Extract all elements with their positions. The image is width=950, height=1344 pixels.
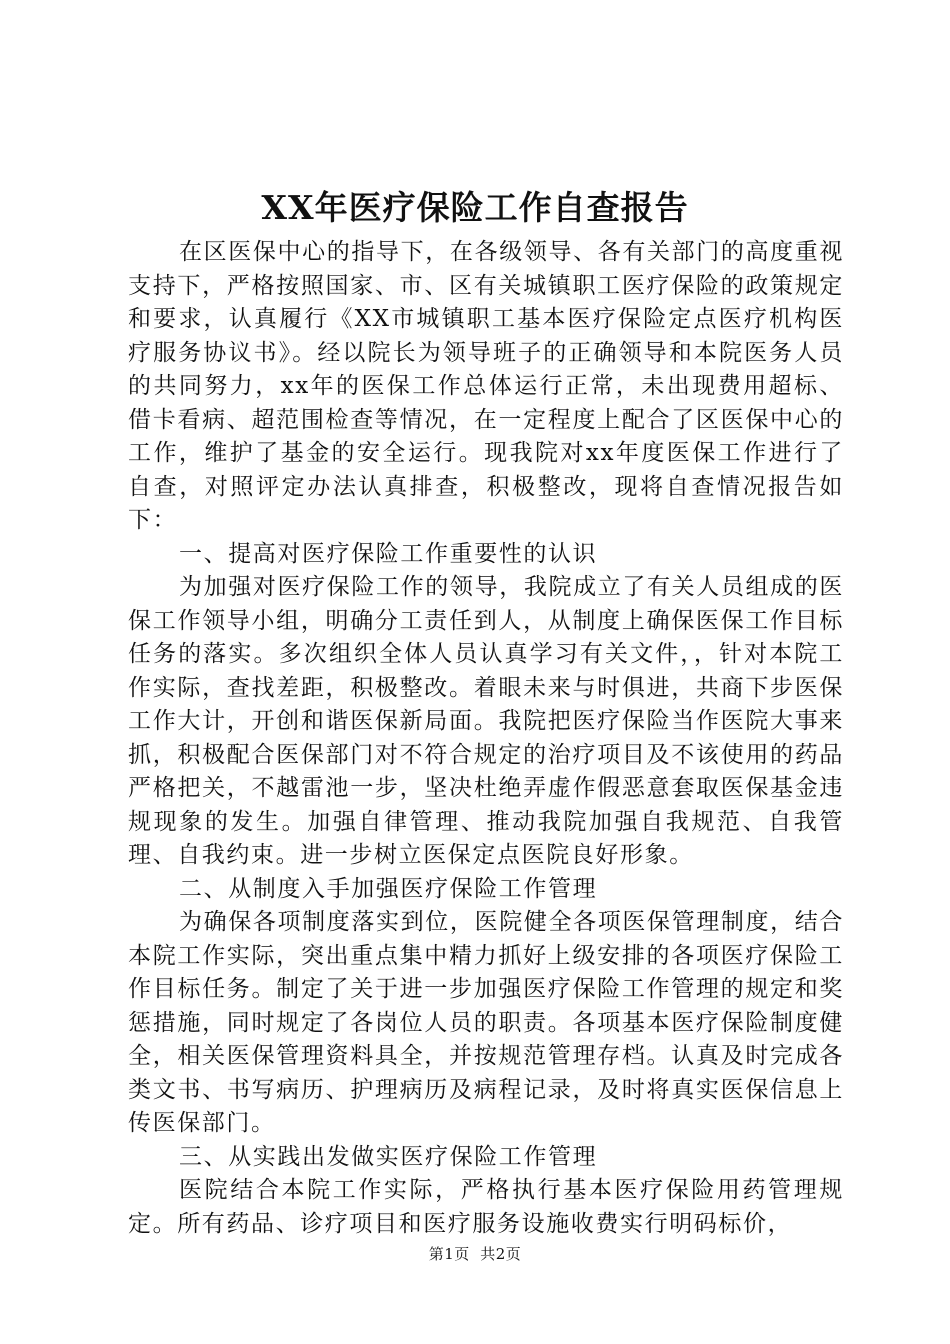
section-heading-3: 三、从实践出发做实医疗保险工作管理 — [179, 1143, 598, 1170]
paragraph-section-3: 医院结合本院工作实际，严格执行基本医疗保险用药管理规定。所有药品、诊疗项目和医疗服务设施收费实行明码标价， — [128, 1177, 844, 1237]
page-footer: 第1页 共2页 — [428, 1245, 522, 1263]
paragraph-section-1: 为加强对医疗保险工作的领导，我院成立了有关人员组成的医保工作领导小组，明确分工责任到人，从制度上确保医保工作目标任务的落实。多次组织全体人员认真学习有关文件，，针对本院工作实际，查找差距，积极整改。着眼未来与时俱进，共商下步医保工作大计，开创和谐医保新局面。我院把医疗保险当作医院大事来抓，积极配合医保部门对不符合规定的治疗项目及不该使用的药品严格把关，不越雷池一步，坚决杜绝弄虚作假恶意套取医保基金违规现象的发生。加强自律管理、推动我院加强自我规范、自我管理、自我约束。进一步树立医保定点医院良好形象。 — [128, 574, 844, 868]
paragraph-intro: 在区医保中心的指导下，在各级领导、各有关部门的高度重视支持下，严格按照国家、市、区有关城镇职工医疗保险的政策规定和要求，认真履行《XX市城镇职工基本医疗保险定点医疗机构医疗服务协议书》。经以院长为领导班子的正确领导和本院医务人员的共同努力，xx年的医保工作总体运行正常，未出现费用超标、借卡看病、超范围检查等情况，在一定程度上配合了区医保中心的工作，维护了基金的安全运行。现我院对xx年度医保工作进行了自查，对照评定办法认真排查，积极整改，现将自查情况报告如下： — [128, 239, 844, 533]
document-title: XX年医疗保险工作自查报告 — [261, 188, 689, 227]
section-heading-2: 二、从制度入手加强医疗保险工作管理 — [179, 875, 598, 902]
section-heading-1: 一、提高对医疗保险工作重要性的认识 — [179, 540, 598, 567]
document-body — [128, 236, 844, 1241]
paragraph-section-2: 为确保各项制度落实到位，医院健全各项医保管理制度，结合本院工作实际，突出重点集中精力抓好上级安排的各项医疗保险工作目标任务。制定了关于进一步加强医疗保险工作管理的规定和奖惩措施，同时规定了各岗位人员的职责。各项基本医疗保险制度健全，相关医保管理资料具全，并按规范管理存档。认真及时完成各类文书、书写病历、护理病历及病程记录，及时将真实医保信息上传医保部门。 — [128, 909, 844, 1136]
